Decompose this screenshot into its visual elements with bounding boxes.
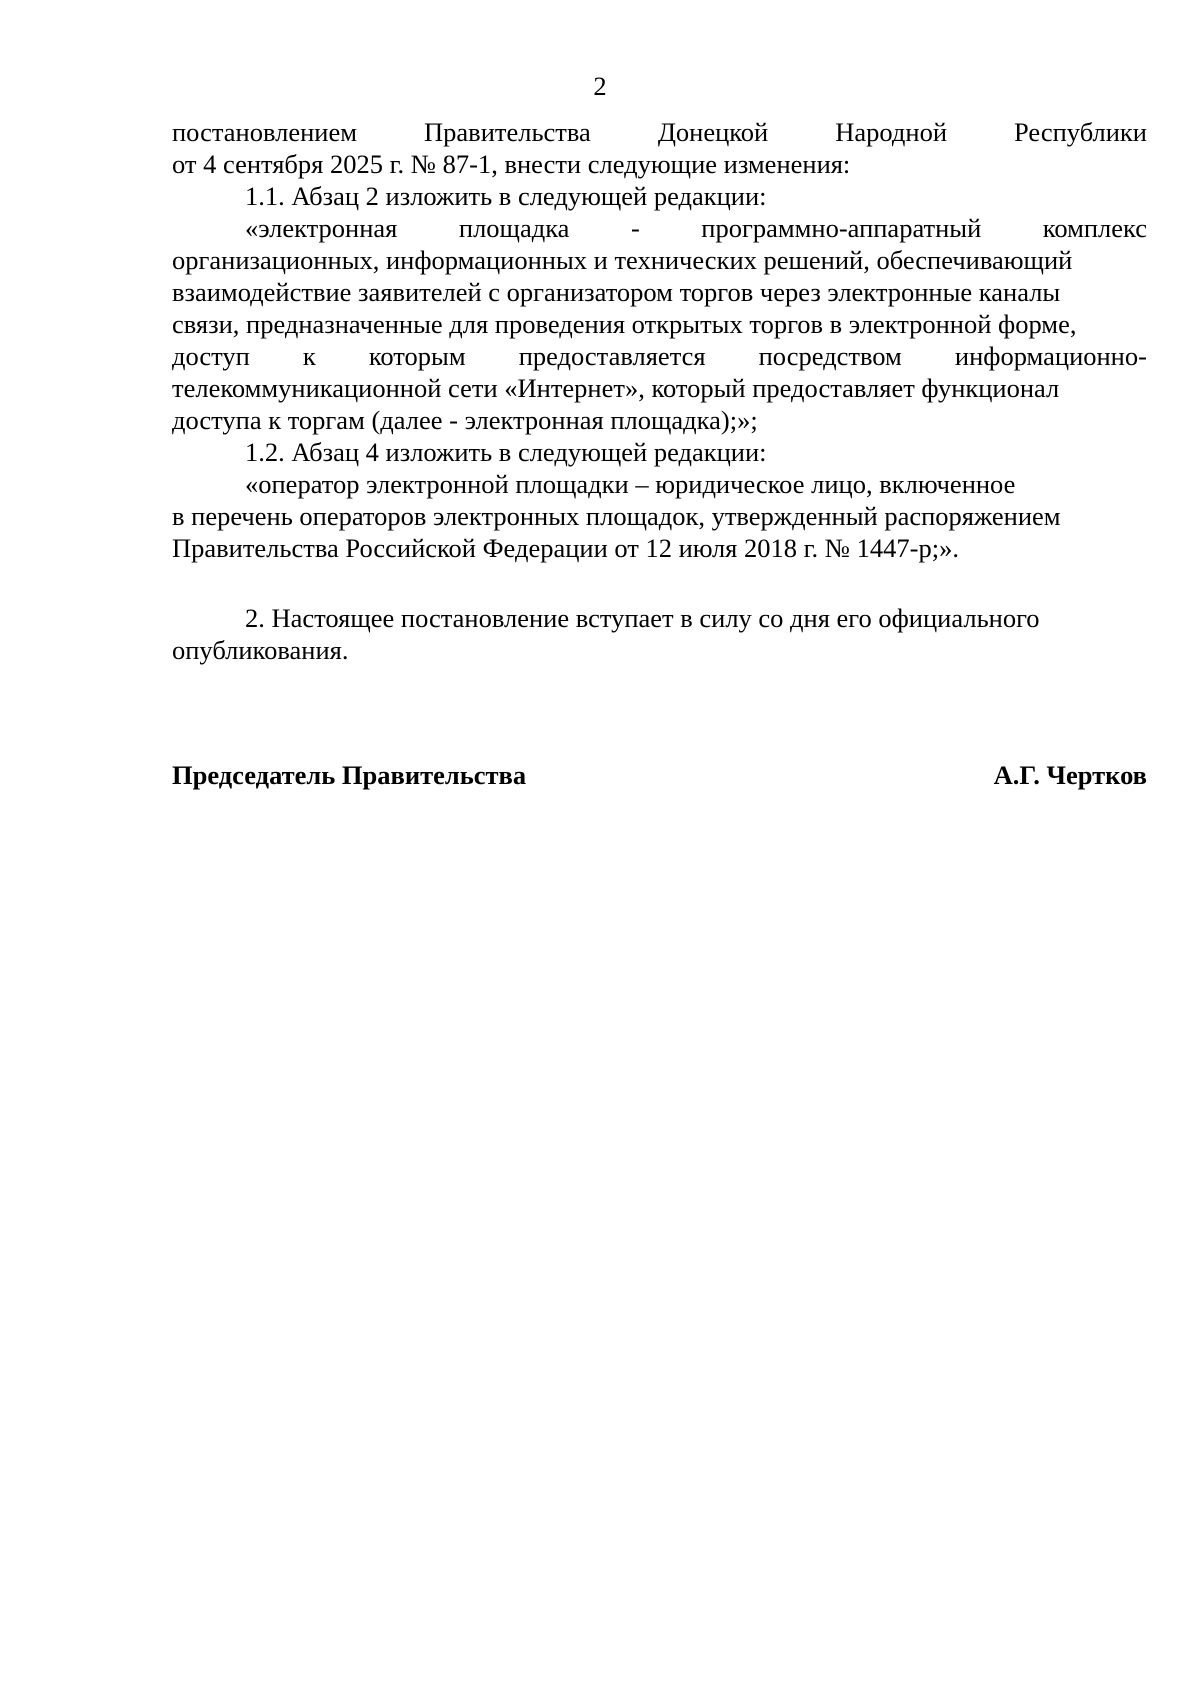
item-1-1-word: информационно- (954, 341, 1147, 371)
item-1-1-word: площадка (458, 213, 570, 243)
item-1-1-word: комплекс (1042, 213, 1147, 243)
item-1-1-line-7: доступа к торгам (далее - электронная площадка);»; (172, 405, 758, 435)
item-1-1-word: доступ (172, 341, 250, 371)
item-1-1-word: которым (368, 341, 466, 371)
signatory-name: А.Г. Чертков (993, 760, 1147, 790)
item-1-1-line-1 (172, 212, 1147, 244)
intro-word: Правительства (424, 117, 591, 147)
item-1-1-heading: 1.1. Абзац 2 изложить в следующей редакции: (245, 181, 767, 211)
intro-line-2: от 4 сентября 2025 г. № 87-1, внести следующие изменения: (172, 149, 851, 179)
item-2-line-2: опубликования. (172, 635, 349, 665)
item-1-1-line-4: связи, предназначенные для проведения открытых торгов в электронной форме, (172, 309, 1077, 339)
item-1-1-line-5 (172, 340, 1147, 372)
item-2-line-1: 2. Настоящее постановление вступает в силу со дня его официального (245, 603, 1040, 633)
item-1-2-heading: 1.2. Абзац 4 изложить в следующей редакции: (245, 437, 767, 467)
item-1-2-line-2: в перечень операторов электронных площадок, утвержденный распоряжением (172, 501, 1061, 531)
item-1-1-line-3: взаимодействие заявителей с организатором торгов через электронные каналы (172, 277, 1061, 307)
item-1-2-line-1: «оператор электронной площадки – юридическое лицо, включенное (245, 469, 1016, 499)
document-body (172, 116, 1147, 666)
intro-word: Республики (1014, 117, 1147, 147)
item-1-1-line-6: телекоммуникационной сети «Интернет», который предоставляет функционал (172, 373, 1060, 403)
intro-word: Донецкой (657, 117, 769, 147)
signatory-title: Председатель Правительства (172, 760, 527, 790)
intro-line-1 (172, 116, 1147, 148)
item-1-1-word: предоставляется (518, 341, 706, 371)
item-1-2-line-3: Правительства Российской Федерации от 12 июля 2018 г. № 1447-р;». (172, 533, 959, 563)
signature-block (172, 759, 1147, 791)
page-number: 2 (593, 71, 607, 101)
intro-word: Народной (835, 117, 948, 147)
intro-word: постановлением (172, 117, 357, 147)
item-1-1-word: «электронная (245, 213, 398, 243)
item-1-1-word: программно-аппаратный (701, 213, 982, 243)
item-1-1-word: - (630, 213, 640, 243)
item-1-1-line-2: организационных, информационных и технических решений, обеспечивающий (172, 245, 1073, 275)
item-1-1-word: посредством (758, 341, 902, 371)
item-1-1-word: к (302, 341, 316, 371)
paragraph-gap (172, 564, 1147, 602)
